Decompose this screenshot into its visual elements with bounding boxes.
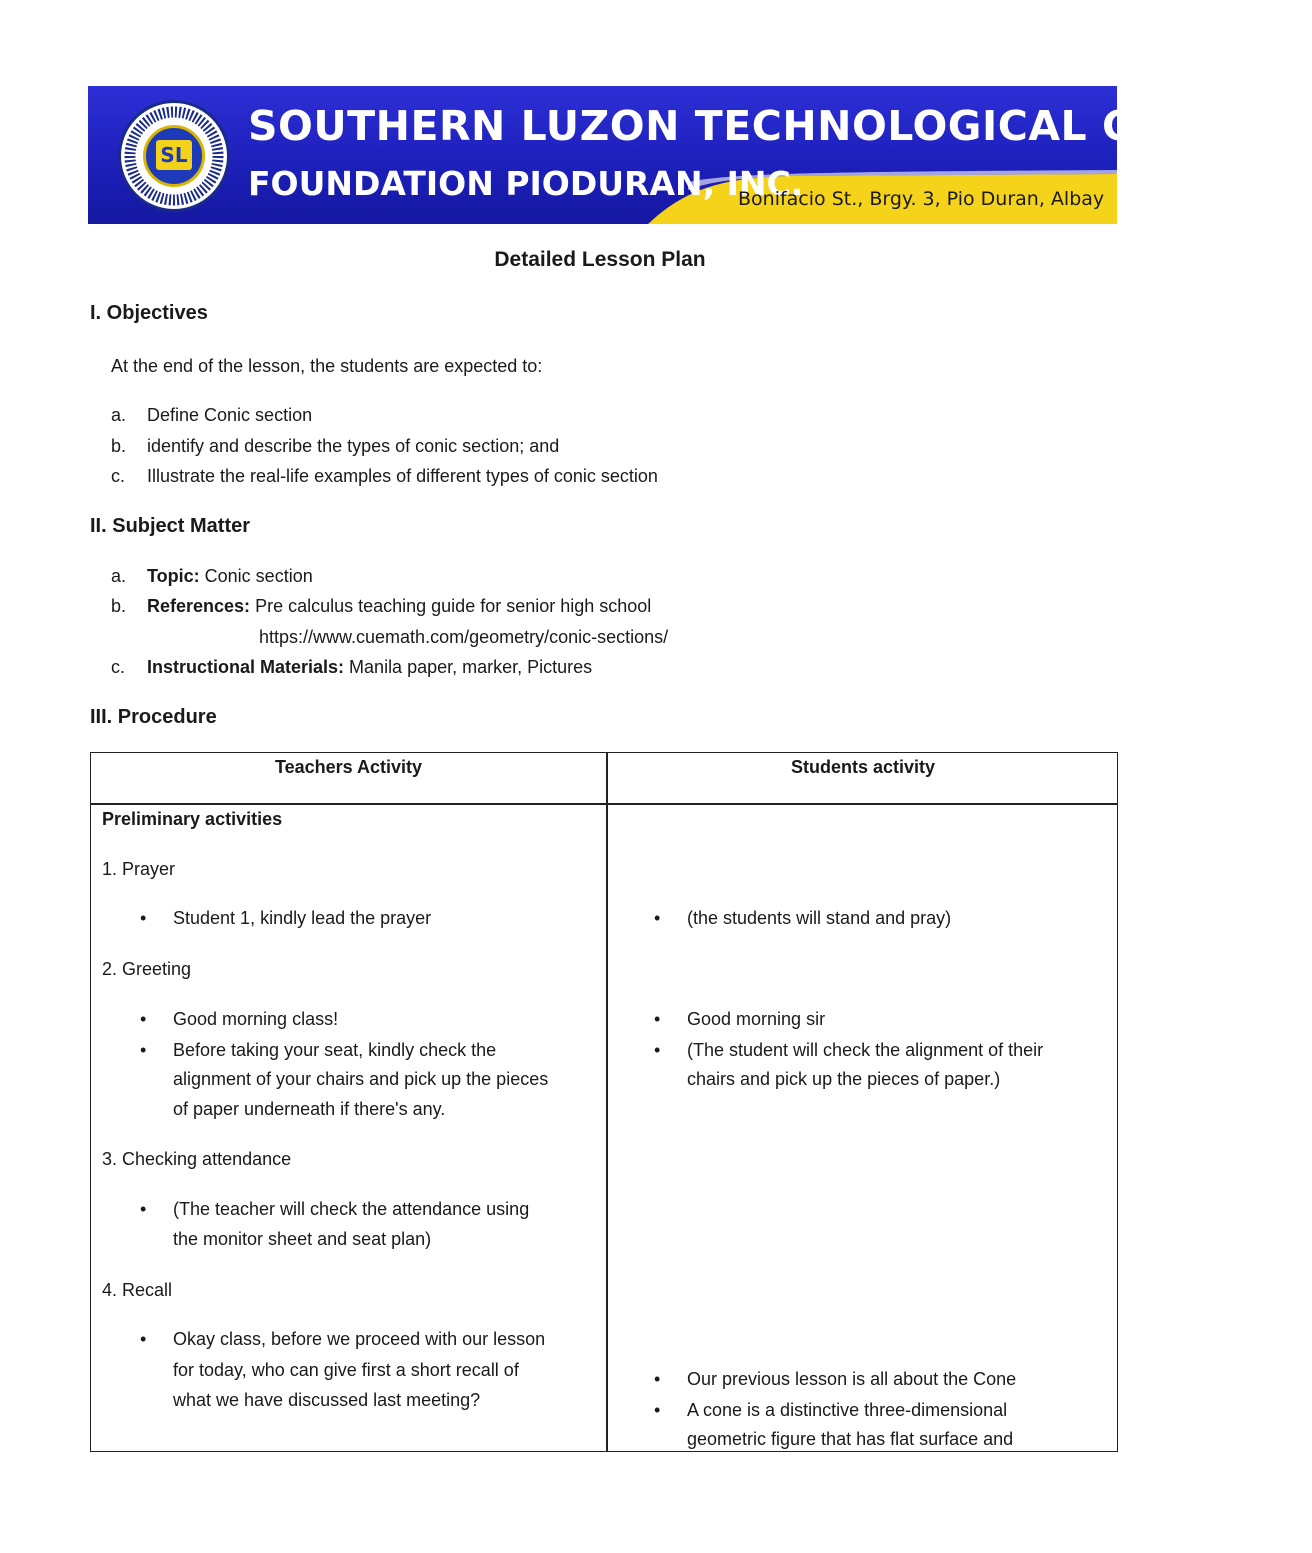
header-teachers-activity: Teachers Activity <box>274 757 423 777</box>
procedure-heading: III. Procedure <box>90 706 217 728</box>
objective-item: c. Illustrate the real-life examples of different types of conic section <box>111 466 658 486</box>
subject-item-materials: c. Instructional Materials: Manila paper, marker, Pictures <box>111 657 593 677</box>
college-name-line2: FOUNDATION PIODURAN, INC. <box>248 164 804 203</box>
teacher-attendance-line: the monitor sheet and seat plan) <box>173 1229 432 1249</box>
table-column-divider <box>606 753 608 1451</box>
objective-item: a. Define Conic section <box>111 405 313 425</box>
document-title: Detailed Lesson Plan <box>494 248 706 271</box>
objectives-intro: At the end of the lesson, the students are expected to: <box>111 356 543 376</box>
college-name-line1: SOUTHERN LUZON TECHNOLOGICAL COLLEGE <box>248 102 1312 150</box>
table-header-divider <box>91 803 1117 805</box>
procedure-table: Teachers Activity Students activity Preliminary activities 1. Prayer • Student 1, kindly lead the prayer 2. Greeting • Good morning class! • Before taking your seat, kindly check the alignment of your chairs and pick up the pieces of paper underneath if there's any. 3. Checking attendance • (The teacher will check the attendance using the monitor sheet and seat plan) 4. Recall • Okay class, before we proceed with our lesson for today, who can give first a short recall of what we have discussed last meeting? • (the students will stand and pray) • Good morning sir • (The student will check the alignment of their chairs and pick up the pieces of paper.) • Our previous lesson is all about the Cone • A cone is a distinctive three-dimensional geometric figure that has flat surface and <box>90 752 1118 1452</box>
student-recall-line: geometric figure that has flat surface and <box>687 1429 1014 1449</box>
recall-title: 4. Recall <box>102 1280 173 1300</box>
preliminary-activities-title: Preliminary activities <box>102 809 283 829</box>
seal-monogram: SL <box>156 140 192 170</box>
prayer-title: 1. Prayer <box>102 859 176 879</box>
student-greeting-line: chairs and pick up the pieces of paper.) <box>687 1069 1001 1089</box>
attendance-title: 3. Checking attendance <box>102 1149 292 1169</box>
teacher-greeting-line: alignment of your chairs and pick up the pieces <box>173 1069 549 1089</box>
reference-url-link[interactable]: https://www.cuemath.com/geometry/conic-sections/ <box>259 627 669 647</box>
objectives-heading: I. Objectives <box>90 302 208 324</box>
subject-item-references: b. References: Pre calculus teaching guide for senior high school <box>111 596 652 616</box>
greeting-title: 2. Greeting <box>102 959 192 979</box>
college-address: Bonifacio St., Brgy. 3, Pio Duran, Albay <box>738 188 1105 210</box>
college-banner <box>88 86 1312 224</box>
teacher-greeting-line: of paper underneath if there's any. <box>173 1099 446 1119</box>
teacher-recall-line: what we have discussed last meeting? <box>173 1390 481 1410</box>
college-seal-logo <box>118 100 230 212</box>
subject-matter-heading: II. Subject Matter <box>90 515 251 537</box>
header-students-activity: Students activity <box>790 757 936 777</box>
teacher-recall-line: for today, who can give first a short recall of <box>173 1360 519 1380</box>
subject-item-topic: a. Topic: Conic section <box>111 566 313 586</box>
objective-item: b. identify and describe the types of conic section; and <box>111 436 560 456</box>
